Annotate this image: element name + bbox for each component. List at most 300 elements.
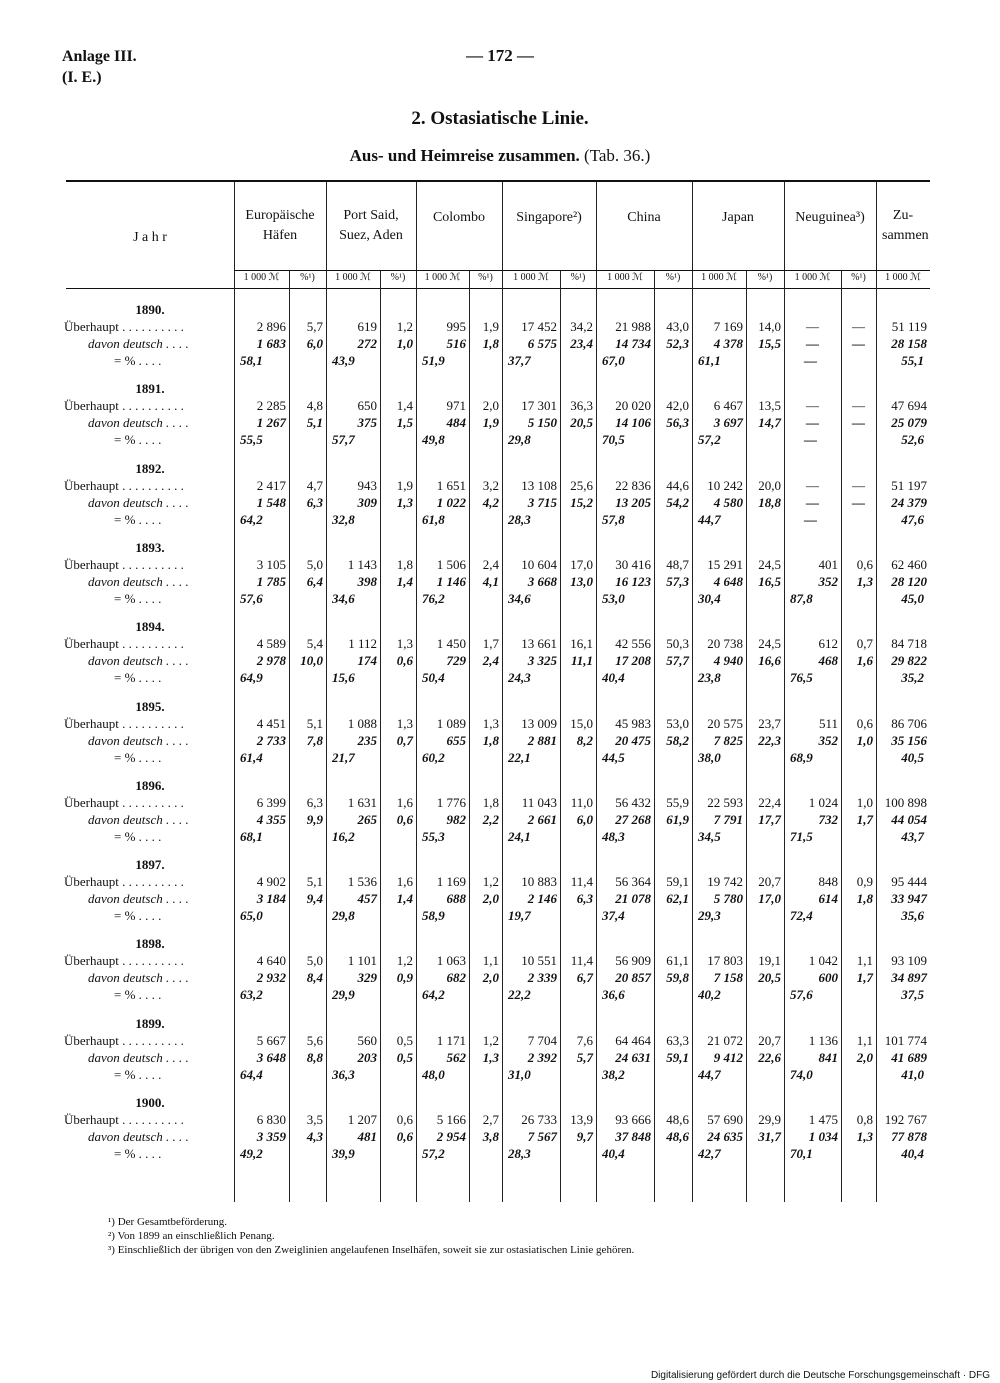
table-cell-pct: 40,4 [602,670,625,686]
table-cell-german: 1,6 [856,653,873,669]
row-label-pct: = % . . . . [114,1146,162,1161]
table-cell-german: 48,6 [666,1129,689,1144]
table-cell-total: 21 988 [615,319,651,334]
table-cell-total: 650 [357,398,377,414]
table-cell-total: 1 063 [436,953,466,969]
row-label-german: davon deutsch . . . . [88,336,189,351]
table-cell-german: 3 325 [527,653,557,669]
table-cell-german: 1,0 [396,336,413,351]
table-cell-pct: 29,3 [698,908,721,924]
table-cell-total: 47 694 [891,398,927,414]
table-cell-total: 3 105 [256,556,286,572]
table-cell-german: 58,2 [666,732,689,748]
table-cell-german: 468 [818,653,838,669]
table-cell-german: 18,8 [758,494,781,510]
row-label-pct: = % . . . . [114,1066,162,1082]
table-cell-pct: 70,5 [602,432,625,448]
table-cell-german: 982 [446,811,466,827]
table-cell-german: 1,3 [482,1049,499,1065]
table-cell-total: 16,1 [570,636,593,652]
table-cell-pct: 39,9 [332,1146,355,1161]
table-cell-pct: 41,0 [901,1066,924,1082]
table-cell-pct: 50,4 [422,670,445,686]
table-cell-total: 48,7 [666,556,689,572]
table-cell-total: 4 451 [256,715,286,731]
table-cell-pct: 35,2 [901,670,924,686]
table-cell-total: 13,5 [758,398,781,414]
table-cell-german: 732 [818,811,838,827]
table-cell-total: 17 803 [707,953,743,969]
table-cell-total: 2 285 [256,398,286,414]
table-cell-total: 30 416 [615,556,651,572]
row-label-german: davon deutsch . . . . [88,573,189,589]
table-cell-pct: 72,4 [790,908,813,924]
table-cell-total: 1 088 [347,715,377,731]
table-cell-pct: 64,9 [240,670,263,686]
table-cell-german: 3 715 [527,494,557,510]
table-cell-german: 14 734 [615,336,651,351]
table-cell-german: 28 158 [891,336,927,351]
table-cell-total: 1 089 [436,715,466,731]
table-cell-german: 7 825 [713,732,743,748]
table-cell-pct: 44,5 [602,749,625,765]
unit-label: 1 000 ℳ [701,272,737,283]
table-cell-total: 63,3 [666,1032,689,1048]
table-cell-german: 61,9 [666,811,689,827]
table-cell-german: 2 881 [527,732,557,748]
table-cell-total: — [852,319,865,334]
table-cell-german: 398 [357,573,377,589]
table-cell-total: 45 983 [615,715,651,731]
table-cell-total: 11,4 [570,874,593,890]
table-cell-total: 1,8 [482,794,499,810]
row-label-total: Überhaupt . . . . . . . . . . [64,715,184,731]
table-cell-german: 1,8 [482,336,499,351]
table-cell-german: 7 158 [713,970,743,986]
table-cell-total: 13 108 [521,477,557,493]
table-cell-german: 37 848 [615,1129,651,1144]
table-cell-total: 1,3 [396,715,413,731]
table-cell-german: 2,4 [482,653,499,669]
table-cell-german: 34 897 [891,970,927,986]
table-cell-german: — [806,336,819,351]
table-header-rule [66,288,930,289]
table-cell-total: 1,2 [396,319,413,334]
table-cell-german: 329 [357,970,377,986]
unit-rule [876,270,930,271]
table-cell-german: 6,3 [306,494,323,510]
table-cell-pct: 47,6 [901,511,924,527]
year-label: 1891. [135,381,165,397]
table-cell-pct: 53,0 [602,590,625,606]
table-cell-pct: 61,1 [698,353,721,368]
table-cell-total: 1,6 [396,874,413,890]
table-cell-total: 61,1 [666,953,689,969]
unit-label: 1 000 ℳ [513,272,549,283]
table-cell-pct: 34,5 [698,828,721,844]
table-cell-pct: 40,5 [901,749,924,765]
table-cell-german: 10,0 [300,653,323,669]
table-cell-german: 682 [446,970,466,986]
table-cell-total: 1 101 [347,953,377,969]
table-cell-total: 1,1 [482,953,499,969]
unit-pct-label: %¹) [570,272,586,283]
table-cell-german: 7,8 [306,732,323,748]
table-cell-total: 62 460 [891,556,927,572]
table-cell-german: 1,7 [856,970,873,986]
table-cell-pct: 40,4 [602,1146,625,1161]
table-cell-german: 0,9 [396,970,413,986]
table-cell-pct: 29,8 [508,432,531,448]
table-cell-german: 0,6 [396,811,413,827]
row-label-total: Überhaupt . . . . . . . . . . [64,477,184,493]
table-cell-german: 5,7 [576,1049,593,1065]
table-cell-german: 5 780 [713,891,743,907]
table-cell-total: 7,6 [576,1032,593,1048]
row-label-total: Überhaupt . . . . . . . . . . [64,636,184,652]
table-cell-german: 6,7 [576,970,593,986]
table-cell-pct: 40,4 [901,1146,924,1161]
table-cell-total: 64 464 [615,1032,651,1048]
table-cell-german: 1,8 [856,891,873,907]
table-cell-total: 1,8 [396,556,413,572]
year-label: 1899. [135,1015,165,1031]
table-cell-german: 2 339 [527,970,557,986]
table-cell-german: 33 947 [891,891,927,907]
annex-subtitle: (I. E.) [62,69,102,86]
table-cell-total: 1,7 [482,636,499,652]
year-label: 1895. [135,698,165,714]
table-cell-total: 560 [357,1032,377,1048]
table-top-rule [66,180,930,182]
table-cell-total: 24,5 [758,556,781,572]
table-cell-german: 1,4 [396,891,413,907]
table-cell-german: 6,0 [576,811,593,827]
table-cell-total: 11,4 [570,953,593,969]
table-cell-pct: 49,8 [422,432,445,448]
table-cell-total: 1 776 [436,794,466,810]
page-number: — 172 — [466,46,534,65]
table-cell-total: 56 432 [615,794,651,810]
row-label-total: Überhaupt . . . . . . . . . . [64,953,184,969]
column-header-2: Colombo [432,210,486,225]
table-cell-german: 2 932 [256,970,286,986]
year-label: 1896. [135,777,165,793]
table-cell-total: 6,3 [306,794,323,810]
table-cell-pct: 38,2 [602,1066,625,1082]
table-cell-pct: 64,2 [240,511,263,527]
table-cell-pct: 55,3 [422,828,445,844]
table-cell-german: 4,1 [482,573,499,589]
table-cell-pct: 31,0 [508,1066,531,1082]
table-cell-german: 2 978 [256,653,286,669]
table-cell-pct: 60,2 [422,749,445,765]
table-cell-german: 457 [357,891,377,907]
table-cell-total: 51 197 [891,477,927,493]
table-cell-total: 4 589 [256,636,286,652]
table-cell-german: 2,0 [482,891,499,907]
table-cell-total: 0,6 [856,556,873,572]
table-cell-total: 48,6 [666,1112,689,1127]
table-cell-total: 3,2 [482,477,499,493]
table-cell-pct: 68,1 [240,828,263,844]
table-cell-german: — [852,415,865,431]
annex-label [62,46,137,88]
table-cell-german: 1,7 [856,811,873,827]
table-cell-german: 20 475 [615,732,651,748]
row-label-pct: = % . . . . [114,987,162,1003]
table-cell-german: 52,3 [666,336,689,351]
table-cell-total: 17 452 [521,319,557,334]
table-cell-total: — [852,477,865,493]
table-cell-german: 24 635 [707,1129,743,1144]
table-cell-pct: 61,4 [240,749,263,765]
table-cell-total: 5,1 [306,715,323,731]
table-cell-german: — [852,494,865,510]
column-header-6: Neuguinea³) [795,210,865,225]
table-cell-total: 612 [818,636,838,652]
table-cell-pct: 24,3 [508,670,531,686]
table-cell-total: 1 136 [808,1032,838,1048]
table-cell-german: — [806,494,819,510]
column-header-7: Zu- sammen [882,208,929,243]
table-cell-pct: 55,1 [901,353,924,368]
table-cell-german: 17,0 [758,891,781,907]
table-cell-total: 1 207 [347,1112,377,1127]
table-cell-pct: 40,2 [698,987,721,1003]
table-cell-german: 2 392 [527,1049,557,1065]
table-cell-german: 9,4 [306,891,323,907]
table-cell-german: 203 [357,1049,377,1065]
unit-pct-label: %¹) [757,272,773,283]
table-cell-pct: 30,4 [698,590,721,606]
row-label-pct: = % . . . . [114,828,162,844]
table-cell-total: 1 171 [436,1032,466,1048]
row-label-total: Überhaupt . . . . . . . . . . [64,874,184,890]
table-cell-pct: 58,1 [240,353,263,368]
table-cell-total: 13,9 [570,1112,593,1127]
table-cell-german: 516 [446,336,466,351]
table-cell-total: 43,0 [666,319,689,334]
table-cell-total: — [852,398,865,414]
table-cell-german: 20,5 [570,415,593,431]
sub-title-ref: (Tab. 36.) [584,146,651,165]
table-cell-german: 235 [357,732,377,748]
row-label-pct: = % . . . . [114,353,162,368]
table-cell-pct: 63,2 [240,987,263,1003]
table-cell-total: 0,6 [396,1112,413,1127]
table-cell-german: 15,2 [570,494,593,510]
unit-pct-label: %¹) [665,272,681,283]
table-cell-german: 59,8 [666,970,689,986]
table-cell-total: 0,7 [856,636,873,652]
footnote-2: ²) Von 1899 an einschließlich Penang. [108,1230,275,1242]
table-cell-german: 1,9 [482,415,499,431]
table-cell-pct: 57,2 [422,1146,445,1161]
table-cell-german: 729 [446,653,466,669]
table-cell-german: 1,4 [396,573,413,589]
table-cell-german: 0,6 [396,1129,413,1144]
table-cell-total: 59,1 [666,874,689,890]
row-label-german: davon deutsch . . . . [88,415,189,431]
column-header-3: Singapore²) [516,210,582,225]
table-cell-pct: 37,5 [901,987,924,1003]
table-cell-pct: 15,6 [332,670,355,686]
table-cell-total: 5,7 [306,319,323,334]
table-cell-total: 192 767 [884,1112,927,1127]
table-cell-total: 25,6 [570,477,593,493]
table-cell-pct: 67,0 [602,353,625,368]
table-cell-total: 0,9 [856,874,873,890]
table-cell-german: 57,3 [666,573,689,589]
table-cell-total: 10 242 [707,477,743,493]
table-cell-pct: 52,6 [901,432,924,448]
table-cell-german: 15,5 [758,336,781,351]
unit-label: 1 000 ℳ [424,272,461,283]
year-label: 1892. [135,460,165,476]
row-label-total: Überhaupt . . . . . . . . . . [64,319,184,334]
table-cell-pct: 57,6 [240,590,263,606]
row-label-german: davon deutsch . . . . [88,1129,189,1144]
table-cell-german: 841 [818,1049,838,1065]
table-cell-total: 10 604 [521,556,557,572]
table-cell-total: 1,1 [856,953,873,969]
table-cell-total: 22 836 [615,477,651,493]
table-cell-total: 93 109 [891,953,927,969]
annex-title: Anlage III. [62,48,137,65]
table-cell-german: 14,7 [758,415,781,431]
table-cell-total: 14,0 [758,319,781,334]
table-cell-german: 2,0 [482,970,499,986]
table-cell-german: 3 668 [527,573,557,589]
table-cell-total: 44,6 [666,477,689,493]
table-cell-total: 2,0 [482,398,499,414]
table-cell-total: 1 631 [347,794,377,810]
table-cell-german: 1,0 [856,732,873,748]
table-cell-german: 25 079 [891,415,927,431]
table-cell-total: 84 718 [891,636,927,652]
table-cell-total: 1,9 [482,319,499,334]
table-cell-german: 3 697 [713,415,743,431]
unit-rule [692,270,784,271]
table-cell-total: 971 [446,398,466,414]
table-cell-german: 3 648 [256,1049,286,1065]
table-cell-german: 2 954 [436,1129,466,1144]
table-cell-german: 21 078 [615,891,651,907]
row-label-german: davon deutsch . . . . [88,653,189,669]
table-cell-pct: 57,2 [698,432,721,448]
table-cell-german: 24 379 [891,494,927,510]
table-cell-german: 1 683 [256,336,286,351]
table-cell-german: 1 022 [436,494,466,510]
year-label: 1894. [135,619,165,635]
footnote-3: ³) Einschließlich der übrigen von den Zweiglinien angelaufenen Inselhäfen, soweit sie zur ostasiatischen Linie gehören. [108,1244,635,1256]
row-label-total: Überhaupt . . . . . . . . . . [64,556,184,572]
table-cell-total: 4 640 [256,953,286,969]
unit-label: 1 000 ℳ [335,272,371,283]
row-label-pct: = % . . . . [114,908,162,924]
table-cell-total: 50,3 [666,636,689,652]
table-cell-german: 17,7 [758,811,781,827]
table-cell-german: 9,7 [576,1129,593,1144]
table-cell-german: 0,7 [396,732,413,748]
unit-label: 1 000 ℳ [243,272,280,283]
table-cell-total: 17,0 [570,556,593,572]
row-label-total: Überhaupt . . . . . . . . . . [64,1032,184,1048]
table-cell-total: 0,8 [856,1112,873,1127]
table-cell-german: 22,6 [758,1049,781,1065]
table-cell-total: — [806,477,819,493]
table-cell-german: 4 940 [713,653,743,669]
table-cell-german: 62,1 [666,891,689,907]
table-cell-german: 309 [357,494,377,510]
table-cell-german: 1 785 [256,573,286,589]
table-cell-total: 56 364 [615,874,651,890]
unit-rule [784,270,876,271]
table-cell-total: 10 883 [521,874,557,890]
table-cell-german: 13 205 [615,494,651,510]
table-cell-german: 16 123 [615,573,651,589]
table-cell-pct: 57,7 [332,432,355,448]
table-cell-pct: 24,1 [508,828,531,844]
table-cell-pct: 21,7 [332,749,355,765]
table-cell-total: 619 [357,319,377,334]
table-cell-german: 8,4 [306,970,323,986]
sub-title [0,146,1000,166]
table-cell-pct: 68,9 [790,749,813,765]
table-cell-german: 4 580 [713,494,743,510]
table-cell-total: 511 [818,715,838,731]
table-cell-german: 655 [446,732,466,748]
table-cell-german: 352 [818,573,838,589]
table-cell-pct: 19,7 [508,908,531,924]
table-cell-pct: 22,2 [508,987,531,1003]
table-cell-german: 481 [357,1129,377,1144]
table-cell-total: 2,7 [482,1112,499,1127]
row-label-pct: = % . . . . [114,511,162,527]
table-cell-german: 600 [818,970,838,986]
table-cell-pct: 48,3 [602,828,625,844]
table-cell-german: 2 733 [256,732,286,748]
table-cell-total: 20,7 [758,874,781,890]
year-header: J a h r [133,230,167,245]
table-cell-total: 23,7 [758,715,781,731]
table-cell-total: 1,4 [396,398,413,414]
table-cell-total: 1 169 [436,874,466,890]
table-cell-pct: 35,6 [901,908,924,924]
table-cell-german: 352 [818,732,838,748]
table-cell-total: 2,4 [482,556,499,572]
table-cell-total: 22 593 [707,794,743,810]
table-cell-total: 11,0 [570,794,593,810]
table-cell-german: 2,0 [856,1049,873,1065]
table-cell-german: 6,0 [306,336,323,351]
table-cell-german: 2,2 [482,811,499,827]
table-cell-german: 31,7 [758,1129,781,1144]
unit-label: 1 000 ℳ [607,272,643,283]
table-cell-total: 5 166 [436,1112,466,1127]
table-cell-german: 1 146 [436,573,466,589]
table-cell-german: 375 [357,415,377,431]
table-cell-total: 15 291 [707,556,743,572]
table-cell-pct: — [804,511,817,527]
row-label-german: davon deutsch . . . . [88,1049,189,1065]
row-label-german: davon deutsch . . . . [88,811,189,827]
table-cell-total: 1,0 [856,794,873,810]
year-label: 1898. [135,936,165,952]
table-cell-total: 1 112 [348,636,377,652]
table-cell-total: 1 506 [436,556,466,572]
